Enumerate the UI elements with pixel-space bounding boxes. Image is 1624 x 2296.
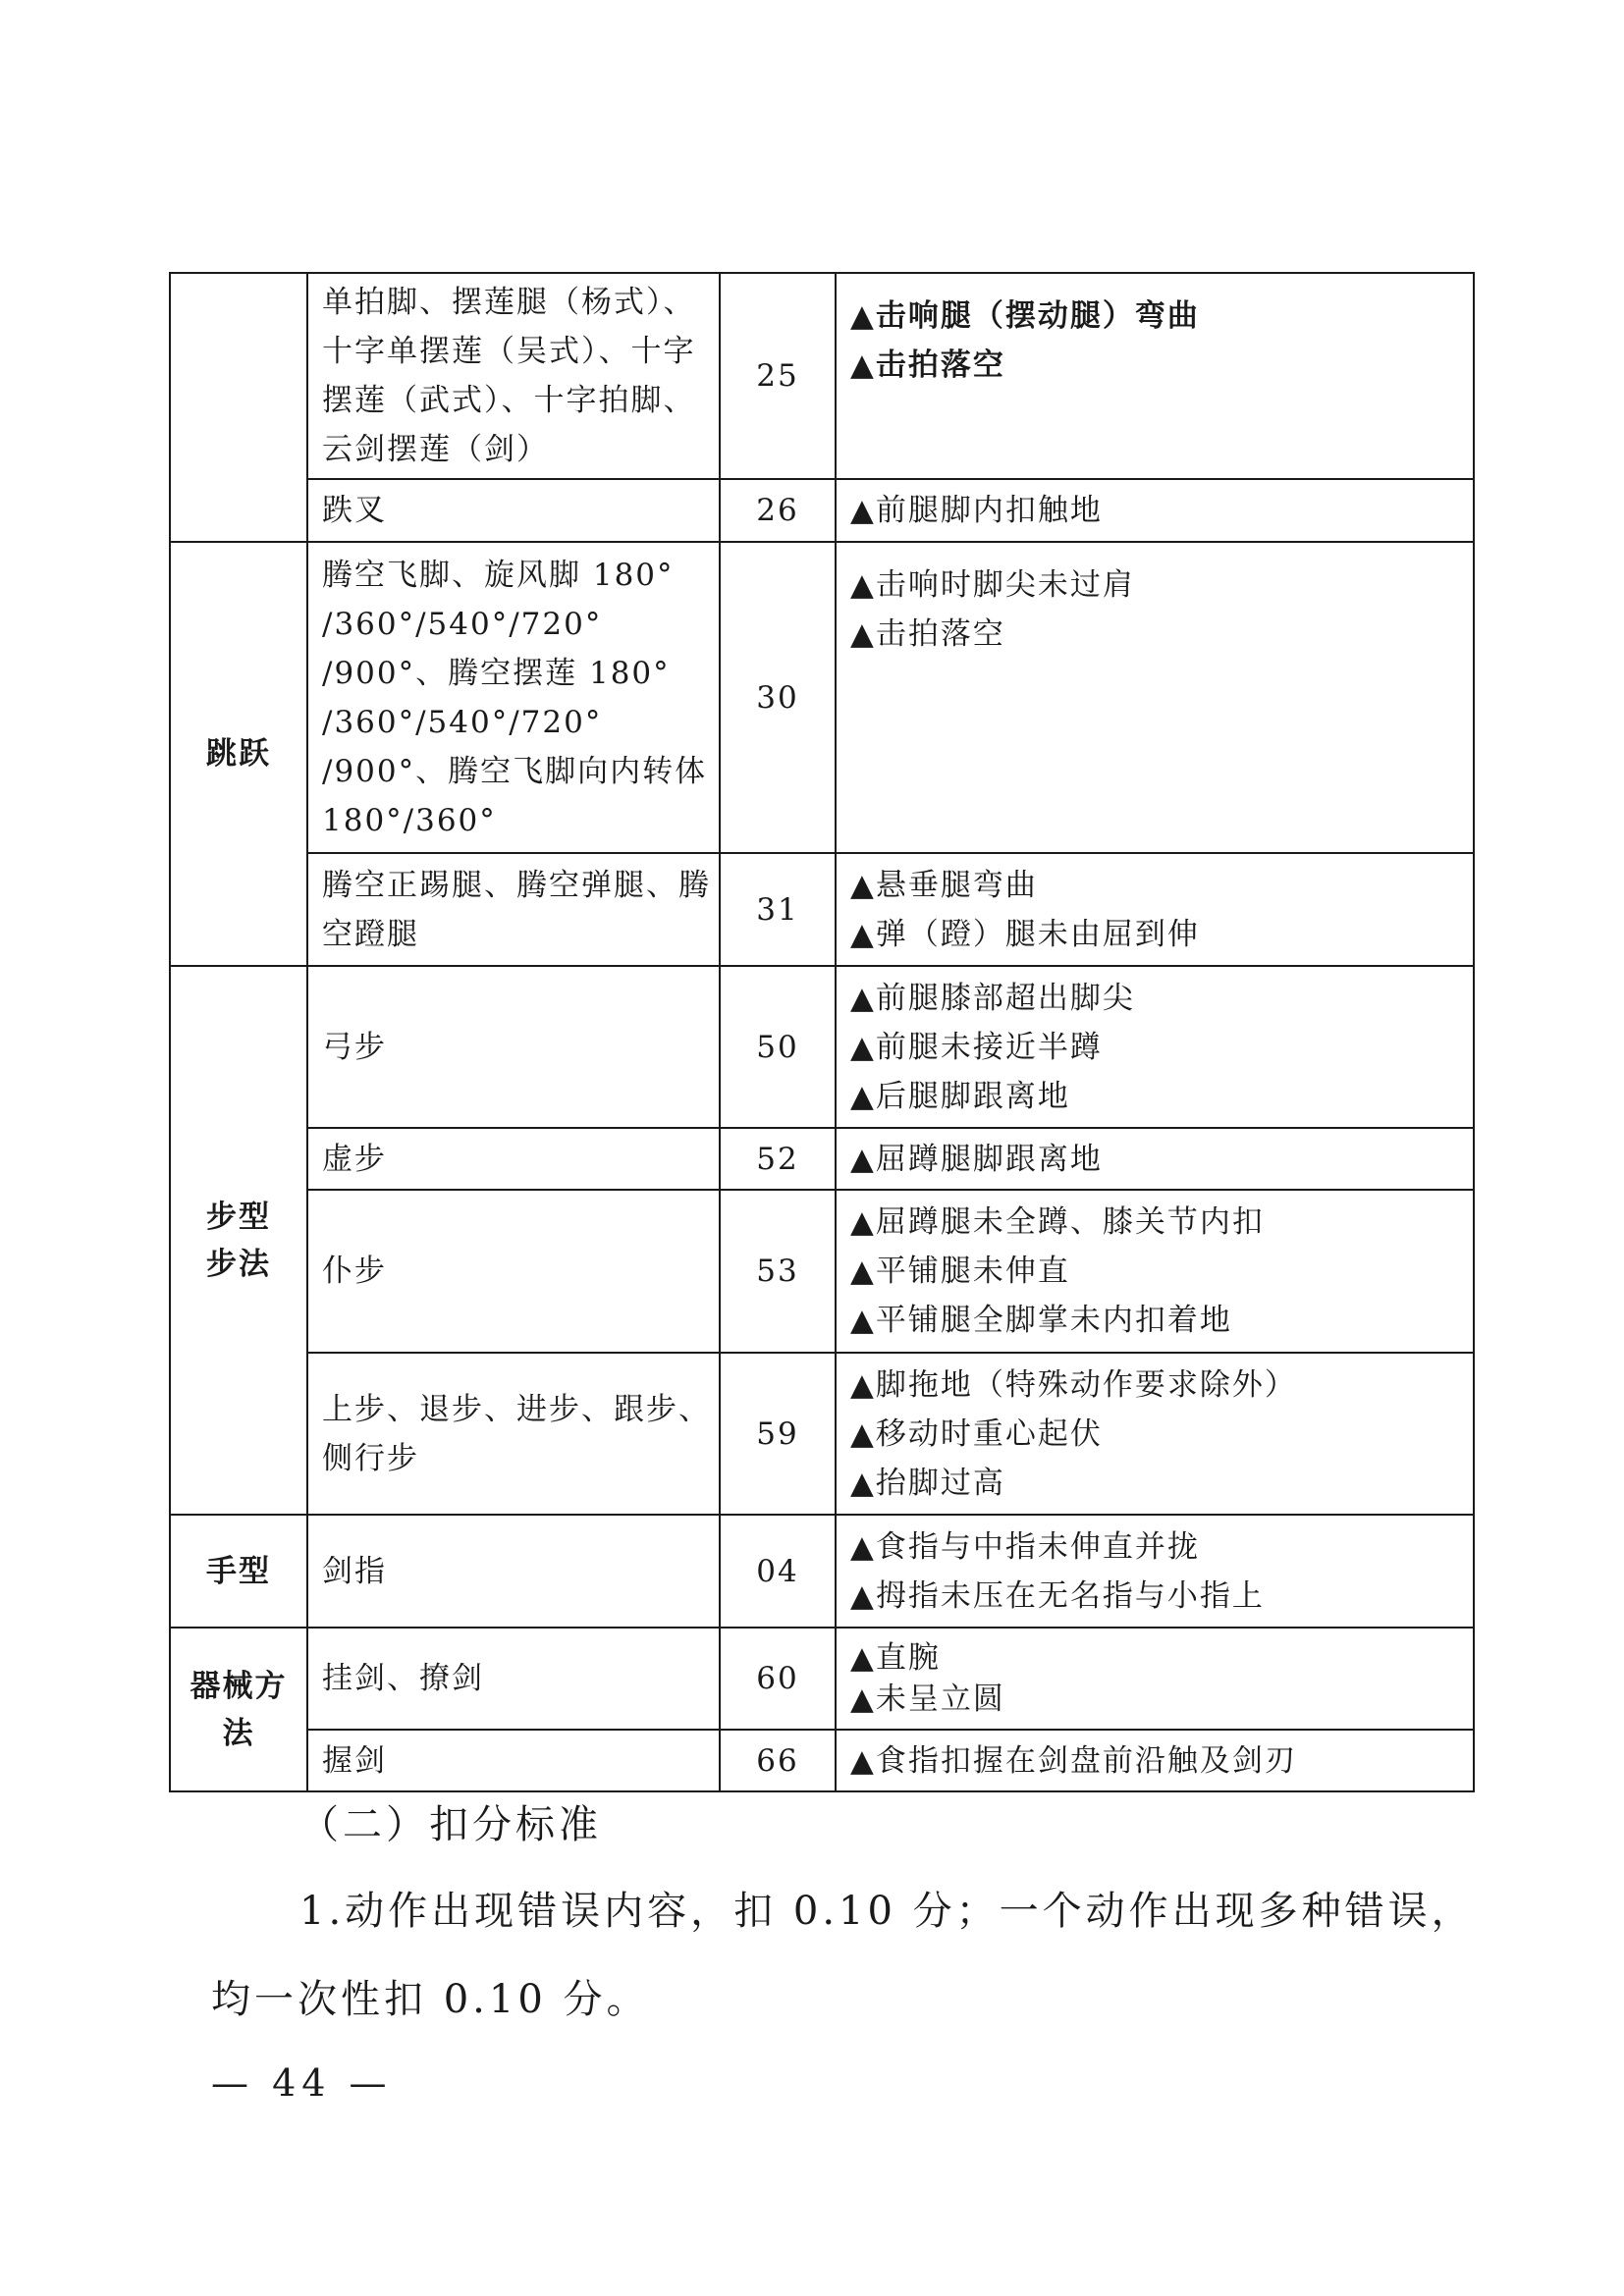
action-cell: 握剑 bbox=[307, 1730, 720, 1791]
error-cell: ▲食指扣握在剑盘前沿触及剑刃 bbox=[836, 1730, 1474, 1791]
table-row bbox=[170, 1128, 1474, 1190]
error-cell: ▲击响腿（摆动腿）弯曲 ▲击拍落空 bbox=[836, 273, 1474, 479]
rule-paragraph-line: 均一次性扣 0.10 分。 bbox=[211, 1977, 650, 2022]
table-row bbox=[170, 273, 1474, 479]
table-row bbox=[170, 1628, 1474, 1730]
page-number: — 44 — bbox=[211, 2061, 393, 2105]
error-cell: ▲脚拖地（特殊动作要求除外） ▲移动时重心起伏 ▲抬脚过高 bbox=[836, 1353, 1474, 1515]
section-subheading: （二）扣分标准 bbox=[299, 1802, 602, 1847]
category-cell: 器械方 法 bbox=[170, 1628, 307, 1791]
action-cell: 跌叉 bbox=[307, 479, 720, 542]
code-cell: 53 bbox=[720, 1190, 836, 1353]
table-row bbox=[170, 479, 1474, 542]
action-cell: 上步、退步、进步、跟步、 侧行步 bbox=[307, 1353, 720, 1515]
error-cell: ▲悬垂腿弯曲 ▲弹（蹬）腿未由屈到伸 bbox=[836, 853, 1474, 966]
action-cell: 腾空正踢腿、腾空弹腿、腾 空蹬腿 bbox=[307, 853, 720, 966]
action-cell: 挂剑、撩剑 bbox=[307, 1628, 720, 1730]
error-cell: ▲前腿膝部超出脚尖 ▲前腿未接近半蹲 ▲后腿脚跟离地 bbox=[836, 966, 1474, 1128]
code-cell: 26 bbox=[720, 479, 836, 542]
table-row bbox=[170, 1353, 1474, 1515]
action-cell: 虚步 bbox=[307, 1128, 720, 1190]
action-cell: 腾空飞脚、旋风脚 180° /360°/540°/720° /900°、腾空摆莲 180° /360°/540°/720° /900°、腾空飞脚向内转体 180°/360° bbox=[307, 542, 720, 853]
error-cell: ▲食指与中指未伸直并拢 ▲拇指未压在无名指与小指上 bbox=[836, 1515, 1474, 1628]
code-cell: 52 bbox=[720, 1128, 836, 1190]
table-row bbox=[170, 853, 1474, 966]
rule-paragraph-line: 1.动作出现错误内容，扣 0.10 分；一个动作出现多种错误， bbox=[299, 1889, 1475, 1934]
deduction-table bbox=[169, 272, 1475, 1792]
category-cell: 步型 步法 bbox=[170, 966, 307, 1515]
table-row bbox=[170, 966, 1474, 1128]
error-cell: ▲前腿脚内扣触地 bbox=[836, 479, 1474, 542]
table-row bbox=[170, 1515, 1474, 1628]
category-cell bbox=[170, 273, 307, 542]
table-row bbox=[170, 1730, 1474, 1791]
category-cell: 跳跃 bbox=[170, 542, 307, 966]
code-cell: 30 bbox=[720, 542, 836, 853]
table-row bbox=[170, 542, 1474, 853]
table-row bbox=[170, 1190, 1474, 1353]
error-cell: ▲屈蹲腿未全蹲、膝关节内扣 ▲平铺腿未伸直 ▲平铺腿全脚掌未内扣着地 bbox=[836, 1190, 1474, 1353]
error-cell: ▲屈蹲腿脚跟离地 bbox=[836, 1128, 1474, 1190]
action-cell: 剑指 bbox=[307, 1515, 720, 1628]
code-cell: 25 bbox=[720, 273, 836, 479]
code-cell: 50 bbox=[720, 966, 836, 1128]
code-cell: 66 bbox=[720, 1730, 836, 1791]
error-cell: ▲直腕 ▲未呈立圆 bbox=[836, 1628, 1474, 1730]
error-cell: ▲击响时脚尖未过肩 ▲击拍落空 bbox=[836, 542, 1474, 853]
code-cell: 60 bbox=[720, 1628, 836, 1730]
code-cell: 31 bbox=[720, 853, 836, 966]
action-cell: 弓步 bbox=[307, 966, 720, 1128]
category-cell: 手型 bbox=[170, 1515, 307, 1628]
action-cell: 仆步 bbox=[307, 1190, 720, 1353]
action-cell: 单拍脚、摆莲腿（杨式）、 十字单摆莲（吴式）、十字 摆莲（武式）、十字拍脚、 云剑摆莲（剑） bbox=[307, 273, 720, 479]
code-cell: 04 bbox=[720, 1515, 836, 1628]
code-cell: 59 bbox=[720, 1353, 836, 1515]
